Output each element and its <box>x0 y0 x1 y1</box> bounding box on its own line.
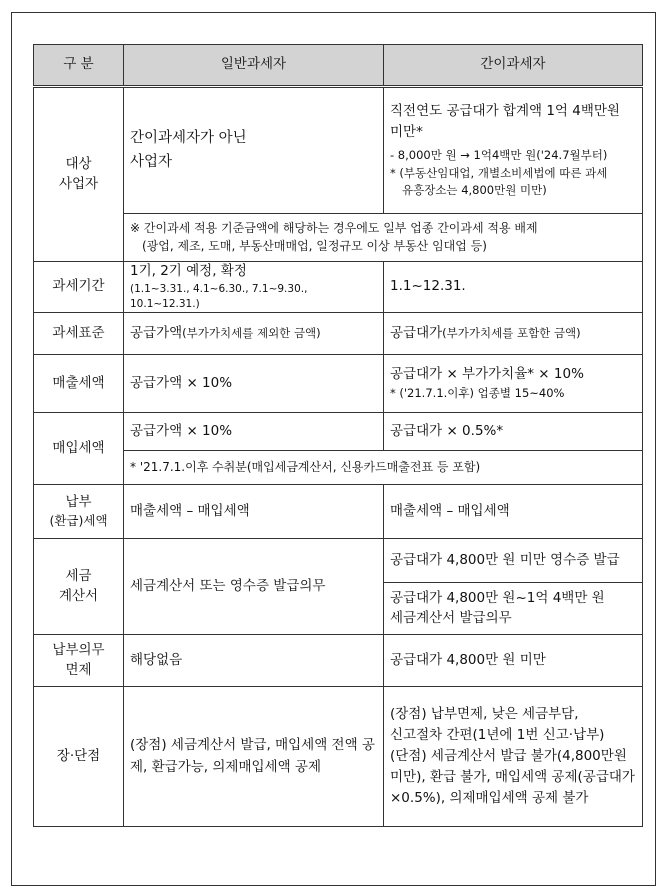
header-simplified-taxpayer: 간이과세자 <box>384 45 643 87</box>
simple-invoice-tax-invoice: 공급대가 4,800만 원~1억 4백만 원 세금계산서 발급의무 <box>384 583 643 635</box>
simple-base: 공급대가(부가가치세를 포함한 금액) <box>384 313 643 355</box>
simple-pros-cons: (장점) 납부면제, 낮은 세금부담, 신고절차 간편(1년에 1번 신고·납부) (단점) 세금계산서 발급 불가(4,800만원 미만), 환급 불가, 매입세액 공제(공급대가 ×0.5%), 의제매입세액 공제 불가 <box>384 687 643 827</box>
general-pros-cons: (장점) 세금계산서 발급, 매입세액 전액 공제, 환급가능, 의제매입세액 공제 <box>124 687 384 827</box>
label-payable: 납부 (환급)세액 <box>34 485 124 539</box>
header-category: 구 분 <box>34 45 124 87</box>
label-sales-tax: 매출세액 <box>34 355 124 413</box>
simple-payable: 매출세액 – 매입세액 <box>384 485 643 539</box>
label-target: 대상 사업자 <box>34 87 124 262</box>
general-payable: 매출세액 – 매입세액 <box>124 485 384 539</box>
table-row-purchase-tax <box>34 413 643 451</box>
header-general-taxpayer: 일반과세자 <box>124 45 384 87</box>
table-row-purchase-tax-note <box>34 451 643 485</box>
general-exemption: 해당없음 <box>124 635 384 687</box>
label-pros-cons: 장·단점 <box>34 687 124 827</box>
table-row-period <box>34 262 643 313</box>
general-base: 공급가액(부가가치세를 제외한 금액) <box>124 313 384 355</box>
general-sales-tax: 공급가액 × 10% <box>124 355 384 413</box>
simple-period: 1.1~12.31. <box>384 262 643 313</box>
table-row-target-exclusion <box>34 214 643 262</box>
simple-invoice-receipt: 공급대가 4,800만 원 미만 영수증 발급 <box>384 539 643 583</box>
general-purchase-tax: 공급가액 × 10% <box>124 413 384 451</box>
general-target: 간이과세자가 아닌 사업자 <box>124 87 384 214</box>
simple-target: 직전연도 공급대가 합계액 1억 4백만원 미만* - 8,000만 원 → 1억4백만 원('24.7월부터) * (부동산임대업, 개별소비세법에 따른 과세 유흥장소는 4,800만원 미만) <box>384 87 643 214</box>
table-row-base <box>34 313 643 355</box>
table-row-pros-cons <box>34 687 643 827</box>
table-row-invoice <box>34 539 643 583</box>
label-exemption: 납부의무 면제 <box>34 635 124 687</box>
table-row-exemption <box>34 635 643 687</box>
table-row-sales-tax <box>34 355 643 413</box>
simple-exemption: 공급대가 4,800만 원 미만 <box>384 635 643 687</box>
table-row-target <box>34 87 643 214</box>
header-row <box>34 45 643 87</box>
general-invoice: 세금계산서 또는 영수증 발급의무 <box>124 539 384 635</box>
label-base: 과세표준 <box>34 313 124 355</box>
simple-purchase-tax: 공급대가 × 0.5%* <box>384 413 643 451</box>
target-exclusion-note: ※ 간이과세 적용 기준금액에 해당하는 경우에도 일부 업종 간이과세 적용 배제 (광업, 제조, 도매, 부동산매매업, 일정규모 이상 부동산 임대업 등) <box>124 214 643 262</box>
vat-comparison-table <box>33 44 643 827</box>
simple-sales-tax: 공급대가 × 부가가치율* × 10% * ('21.7.1.이후) 업종별 15~40% <box>384 355 643 413</box>
general-period: 1기, 2기 예정, 확정 (1.1~3.31., 4.1~6.30., 7.1~9.30., 10.1~12.31.) <box>124 262 384 313</box>
label-period: 과세기간 <box>34 262 124 313</box>
table-row-payable <box>34 485 643 539</box>
label-invoice: 세금 계산서 <box>34 539 124 635</box>
purchase-tax-note: * '21.7.1.이후 수취분(매입세금계산서, 신용카드매출전표 등 포함) <box>124 451 643 485</box>
label-purchase-tax: 매입세액 <box>34 413 124 485</box>
